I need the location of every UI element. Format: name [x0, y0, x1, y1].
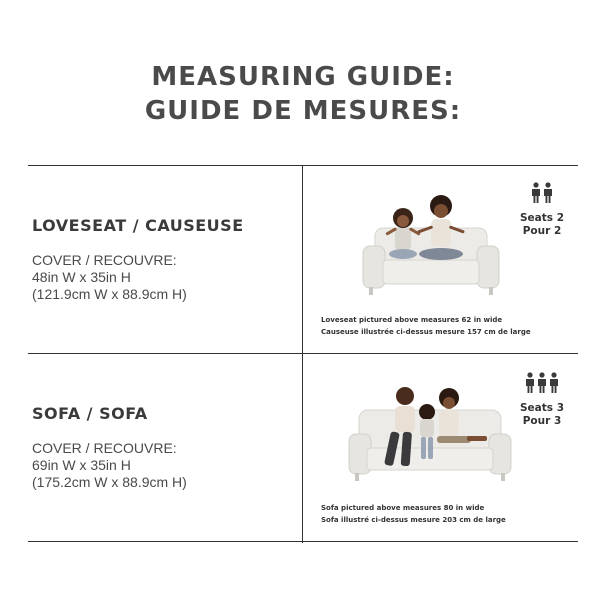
sofa-cover-label: COVER / RECOUVRE:: [32, 440, 177, 456]
loveseat-dims-cm: (121.9cm W x 88.9cm H): [32, 286, 187, 302]
sofa-note-fr: Sofa illustré ci-dessus mesure 203 cm de large: [321, 516, 506, 524]
sofa-seats: [512, 372, 572, 428]
person-icon: [543, 182, 553, 204]
page-title: [0, 60, 606, 128]
sofa-note: [321, 502, 506, 526]
loveseat-photo: [361, 188, 501, 298]
sofa-info: [32, 354, 302, 542]
sofa-name: SOFA / SOFA: [32, 404, 148, 423]
title-line-2: GUIDE DE MESURES:: [144, 96, 462, 126]
sofa-row: [28, 354, 578, 542]
loveseat-cover-dims: [32, 252, 187, 303]
sofa-dims-cm: (175.2cm W x 88.9cm H): [32, 474, 187, 490]
sofa-cover-dims: [32, 440, 187, 491]
sofa-people-icons: [512, 372, 572, 394]
sofa-dims-in: 69in W x 35in H: [32, 457, 131, 473]
loveseat-visual: [303, 166, 578, 354]
loveseat-note: [321, 314, 531, 338]
sofa-seats-fr: Pour 3: [522, 415, 562, 427]
loveseat-note-en: Loveseat pictured above measures 62 in wide: [321, 316, 503, 324]
person-icon: [531, 182, 541, 204]
sofa-note-en: Sofa pictured above measures 80 in wide: [321, 504, 485, 512]
loveseat-seats-fr: Pour 2: [522, 225, 562, 237]
loveseat-info: [32, 166, 302, 354]
loveseat-seats: [512, 182, 572, 238]
title-line-1: MEASURING GUIDE:: [151, 62, 455, 92]
loveseat-note-fr: Causeuse illustrée ci-dessus mesure 157 cm de large: [321, 328, 531, 336]
loveseat-cover-label: COVER / RECOUVRE:: [32, 252, 177, 268]
person-icon: [537, 372, 547, 394]
loveseat-people-icons: [512, 182, 572, 204]
sofa-photo: [347, 382, 513, 494]
person-icon: [549, 372, 559, 394]
loveseat-row: [28, 166, 578, 354]
loveseat-seats-en: Seats 2: [520, 212, 564, 224]
sofa-visual: [303, 354, 578, 542]
person-icon: [525, 372, 535, 394]
loveseat-name: LOVESEAT / CAUSEUSE: [32, 216, 244, 235]
loveseat-dims-in: 48in W x 35in H: [32, 269, 131, 285]
sofa-seats-en: Seats 3: [520, 402, 564, 414]
